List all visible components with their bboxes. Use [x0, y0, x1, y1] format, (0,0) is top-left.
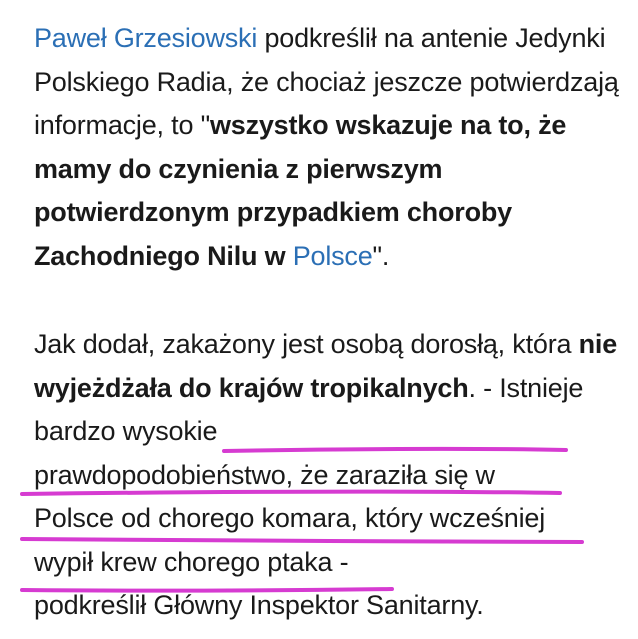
underlined-quote-line-1: - Istnieje bardzo wysokie [34, 372, 584, 446]
quote-close: ". [372, 240, 390, 271]
underlined-quote-line-3: Polsce od chorego komara, który wcześniej [34, 503, 546, 533]
bold-quote: wszystko wskazuje na to, że mamy do czynienia z pierwszym potwierdzonym przypadkiem choroby Zachodniego Nilu w [34, 110, 567, 271]
paragraph-2-ending: podkreślił Główny Inspektor Sanitarny. [34, 590, 484, 620]
author-link[interactable]: Paweł Grzesiowski [34, 23, 258, 53]
paragraph-2-text: Jak dodał, zakażony jest osobą dorosłą, która [34, 329, 579, 359]
article-paragraph-1 [34, 17, 624, 278]
poland-link[interactable]: Polsce [292, 240, 373, 271]
article-paragraph-2 [34, 323, 624, 628]
paragraph-2-period: . [468, 372, 484, 403]
bold-phrase: nie wyjeżdżała do krajów tropikalnych [34, 329, 618, 403]
paragraph-1-text: podkreślił na antenie Jedynki Polskiego Radia, że chociaż jeszcze potwierdzają informacje, to " [34, 23, 619, 140]
underlined-quote-line-2: prawdopodobieństwo, że zaraziła się w [34, 459, 495, 490]
underlined-quote-line-4: wypił krew chorego ptaka - [34, 546, 349, 577]
